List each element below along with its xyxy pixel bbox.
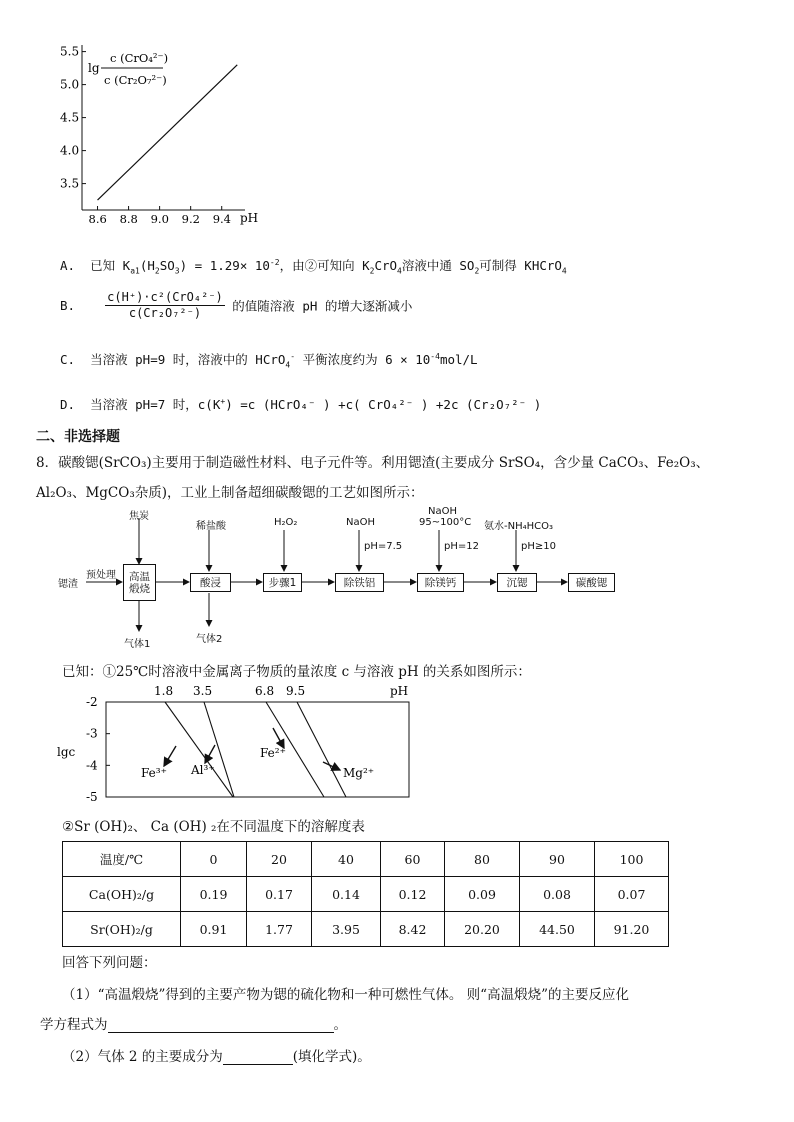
flow-box-product: 碳酸锶 — [568, 573, 615, 592]
table-cell: 20 — [247, 842, 312, 877]
arrow-fe2 — [273, 728, 284, 748]
chart1-y-label-den: c (Cr₂O₇²⁻) — [104, 73, 167, 87]
chart1-x-tick-label: 9.4 — [212, 212, 232, 226]
answer-intro: 回答下列问题： — [62, 955, 157, 971]
option-a: A. 已知 $K_{a1}(H_2SO_3) = 1.29\times 10^{-2}$，由②可知向 $K_2CrO_4$溶液中通 $SO_2$可制得 KHCrO$_4$ — [60, 257, 567, 276]
table-cell: 0.14 — [312, 877, 381, 912]
flow-output-gas2: 气体2 — [196, 634, 223, 645]
chart2-series-line — [165, 702, 233, 797]
chart1-y-tick-label: 4.5 — [60, 110, 80, 125]
table-cell: 60 — [381, 842, 445, 877]
chart2-x-label: pH — [390, 684, 409, 698]
table-cell: 0.12 — [381, 877, 445, 912]
table-cell: 0.07 — [595, 877, 669, 912]
table-cell: 0.91 — [181, 912, 247, 947]
chart2-y-label: lgc — [57, 745, 76, 759]
flow-input-coke: 焦炭 — [129, 511, 149, 522]
arrow-al3 — [205, 745, 215, 763]
chart1-y-tick-label: 4.0 — [60, 143, 80, 158]
q2-answer-blank[interactable] — [223, 1050, 293, 1065]
table-cell: 80 — [445, 842, 520, 877]
flow-box-calcination: 高温煅烧 — [123, 564, 156, 601]
chart1-x-tick-label: 8.8 — [119, 212, 138, 226]
flow-pretreat-label: 预处理 — [86, 570, 116, 581]
flow-input-temp: 95~100°C — [419, 517, 472, 528]
flow-input-hcl: 稀盐酸 — [196, 521, 226, 532]
arrow-fe3 — [164, 746, 176, 766]
table-cell: 91.20 — [595, 912, 669, 947]
flow-input-naoh-1: NaOH — [346, 517, 375, 528]
table-cell: 3.95 — [312, 912, 381, 947]
flow-output-gas1: 气体1 — [124, 639, 151, 650]
table-cell: 8.42 — [381, 912, 445, 947]
q1-line2: 学方程式为 。 — [40, 1017, 347, 1033]
chart1-y-label-prefix: lg — [88, 61, 100, 75]
chart1-x-tick-label: 8.6 — [88, 212, 107, 226]
chart-lgc-vs-ph — [0, 680, 430, 810]
table-cell: 100 — [595, 842, 669, 877]
chart1-x-tick-label: 9.0 — [150, 212, 169, 226]
chart2-top-tick-label: 9.5 — [286, 684, 306, 698]
chart1-y-tick-label: 5.5 — [60, 44, 80, 59]
flow-start-label: 锶渣 — [58, 579, 78, 590]
flow-input-ammonia: 氨水-NH₄HCO₃ — [484, 521, 553, 532]
table-cell: 0.17 — [247, 877, 312, 912]
solubility-table — [62, 841, 669, 947]
chart2-y-tick-label: -3 — [86, 726, 98, 741]
flow-box-remove-fe-al: 除铁铝 — [335, 573, 384, 592]
chart2-y-tick-label: -5 — [86, 790, 98, 804]
table-cell: 20.20 — [445, 912, 520, 947]
flow-ph-2: pH=12 — [444, 541, 479, 552]
option-c: C. 当溶液 pH=9 时，溶液中的 HCrO$_4$- 平衡浓度约为 $6 \times 10^{-4}mol/L$ — [60, 351, 478, 370]
table-cell: 40 — [312, 842, 381, 877]
chart2-y-tick-label: -2 — [86, 695, 98, 709]
table-cell: 1.77 — [247, 912, 312, 947]
flow-box-step1: 步骤1 — [263, 573, 302, 592]
flow-input-h2o2: H₂O₂ — [274, 517, 298, 528]
section-title: 二、非选择题 — [36, 429, 120, 445]
table-header-row — [63, 842, 669, 877]
flow-input-naoh-2: NaOH — [428, 506, 457, 517]
q1-answer-blank[interactable] — [108, 1018, 334, 1033]
chart1-y-tick-label: 5.0 — [60, 77, 80, 92]
q2-line: （2）气体 2 的主要成分为 (填化学式)。 — [62, 1049, 371, 1065]
table-cell: 0.09 — [445, 877, 520, 912]
chart2-top-tick-label: 3.5 — [193, 684, 213, 698]
chart2-y-tick-label: -4 — [86, 758, 98, 773]
chart-lg-ratio-vs-ph — [0, 0, 300, 240]
known-2: ②Sr (OH)₂、 Ca (OH) ₂在不同温度下的溶解度表 — [62, 819, 365, 835]
table-cell: 90 — [520, 842, 595, 877]
label-al3: Al³⁺ — [191, 763, 215, 777]
flow-box-remove-mg-ca: 除镁钙 — [417, 573, 464, 592]
known-1: 已知：①25℃时溶液中金属离子物质的量浓度 c 与溶液 pH 的关系如图所示： — [62, 664, 531, 680]
option-d: D. 当溶液 pH=7 时，c(K+) =c (HCrO₄⁻ ) +c( CrO₄²⁻ ) +2c (Cr₂O₇²⁻ ) — [60, 396, 542, 412]
flow-box-precipitate-sr: 沉锶 — [497, 573, 537, 592]
table-row — [63, 877, 669, 912]
table-cell: Ca(OH)₂/g — [63, 877, 181, 912]
q8-line2: Al₂O₃、MgCO₃杂质)，工业上制备超细碳酸锶的工艺如图所示： — [36, 485, 424, 501]
table-cell: 温度/℃ — [63, 842, 181, 877]
flow-arrows — [0, 500, 794, 650]
label-fe2: Fe²⁺ — [260, 746, 286, 760]
table-cell: 0.08 — [520, 877, 595, 912]
chart1-x-label: pH — [240, 211, 259, 225]
table-row — [63, 912, 669, 947]
chart2-frame — [106, 702, 409, 797]
table-cell: 0 — [181, 842, 247, 877]
q1-line1: （1）“高温煅烧”得到的主要产物为锶的硫化物和一种可燃性气体。 则“高温煅烧”的主要反应化 — [62, 987, 629, 1003]
chart1-y-label-num: c (CrO₄²⁻) — [110, 51, 169, 65]
flow-ph-3: pH≥10 — [521, 541, 556, 552]
flow-ph-1: pH=7.5 — [364, 541, 403, 552]
table-cell: 44.50 — [520, 912, 595, 947]
chart1-y-tick-label: 3.5 — [60, 176, 80, 191]
label-fe3: Fe³⁺ — [141, 766, 167, 780]
table-cell: 0.19 — [181, 877, 247, 912]
chart2-series-line — [204, 702, 234, 797]
chart2-series-line — [297, 702, 346, 797]
chart1-x-tick-label: 9.2 — [181, 212, 200, 226]
chart2-top-tick-label: 6.8 — [255, 684, 275, 698]
flow-box-acid-leach: 酸浸 — [190, 573, 231, 592]
label-mg2: Mg²⁺ — [343, 766, 375, 780]
q8-line1: 8．碳酸锶(SrCO₃)主要用于制造磁性材料、电子元件等。利用锶渣(主要成分 SrSO₄，含少量 CaCO₃、Fe₂O₃、 — [36, 455, 710, 471]
table-cell: Sr(OH)₂/g — [63, 912, 181, 947]
chart2-top-tick-label: 1.8 — [154, 684, 174, 698]
option-b-fraction: $\frac{\text{c(H⁺)·c²(CrO₄²⁻)}}{\text{c(Cr₂O₇²⁻)}}$ — [107, 290, 223, 320]
option-b: B. $\frac{\text{c(H⁺)·c²(CrO₄²⁻)}}{\text{c(Cr₂O₇²⁻)}}$ 的值随溶液 pH 的增大逐渐减小 — [60, 290, 413, 320]
